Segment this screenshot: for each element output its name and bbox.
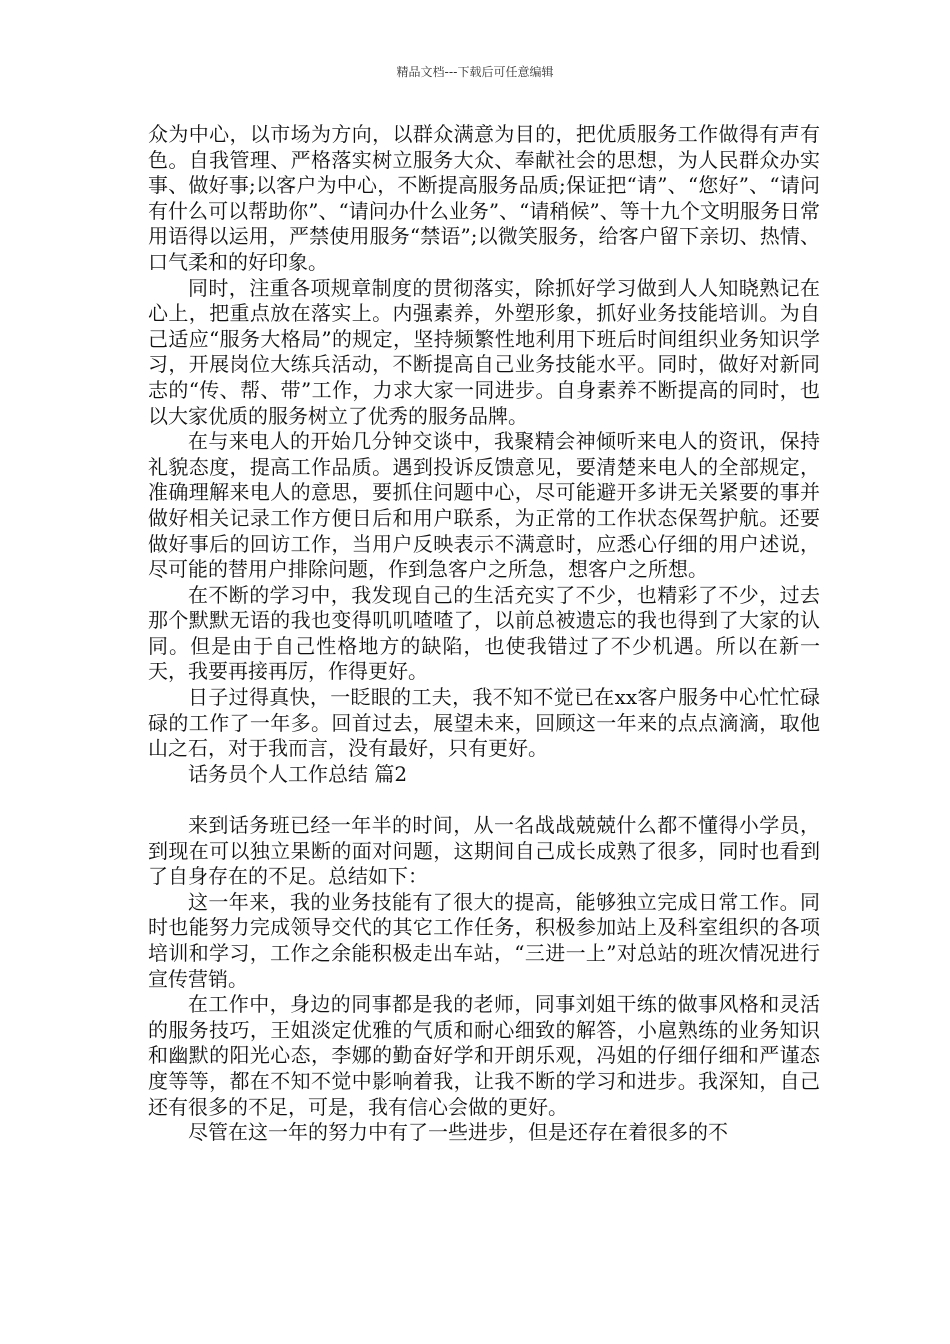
paragraph-7: 这一年来，我的业务技能有了很大的提高，能够独立完成日常工作。同时也能努力完成领导交代的其它工作任务，积极参加站上及科室组织的各项培训和学习，工作之余能积极走出车站，“三进一上”对总站的班次情况进行宣传营销。 (148, 889, 820, 991)
paragraph-2: 同时，注重各项规章制度的贯彻落实，除抓好学习做到人人知晓熟记在心上，把重点放在落实上。内强素养，外塑形象，抓好业务技能培训。为自己适应“服务大格局”的规定，坚持频繁性地利用下班后时间组织业务知识学习，开展岗位大练兵活动，不断提高自己业务技能水平。同时，做好对新同志的“传、帮、带”工作，力求大家一同进步。自身素养不断提高的同时，也以大家优质的服务树立了优秀的服务品牌。 (148, 275, 820, 428)
paragraph-3: 在与来电人的开始几分钟交谈中，我聚精会神倾听来电人的资讯，保持礼貌态度，提高工作品质。遇到投诉反馈意见，要清楚来电人的全部规定，准确理解来电人的意思，要抓住问题中心，尽可能避开多讲无关紧要的事并做好相关记录工作方便日后和用户联系，为正常的工作状态保驾护航。还要做好事后的回访工作，当用户反映表示不满意时，应悉心仔细的用户述说，尽可能的替用户排除问题，作到急客户之所急，想客户之所想。 (148, 429, 820, 582)
blank-line (148, 787, 820, 813)
paragraph-6: 来到话务班已经一年半的时间，从一名战战兢兢什么都不懂得小学员，到现在可以独立果断的面对问题，这期间自己成长成熟了很多，同时也看到了自身存在的不足。总结如下： (148, 813, 820, 889)
paragraph-5: 日子过得真快，一眨眼的工夫，我不知不觉已在xx客户服务中心忙忙碌碌的工作了一年多。回首过去，展望未来，回顾这一年来的点点滴滴，取他山之石，对于我而言，没有最好，只有更好。 (148, 685, 820, 761)
page-header: 精品文档---下载后可任意编辑 (396, 65, 554, 79)
paragraph-9: 尽管在这一年的努力中有了一些进步，但是还存在着很多的不 (188, 1120, 728, 1145)
paragraph-4: 在不断的学习中，我发现自己的生活充实了不少，也精彩了不少，过去那个默默无语的我也变得叽叽喳喳了，以前总被遗忘的我也得到了大家的认同。但是由于自己性格地方的缺陷，也使我错过了不少机遇。所以在新一天，我要再接再厉，作得更好。 (148, 582, 820, 684)
section-title: 话务员个人工作总结 篇2 (188, 761, 408, 786)
document-body (148, 122, 820, 1146)
paragraph-1: 众为中心，以市场为方向，以群众满意为目的，把优质服务工作做得有声有色。自我管理、严格落实树立服务大众、奉献社会的思想，为人民群众办实事、做好事;以客户为中心，不断提高服务品质;保证把“请”、“您好”、“请问有什么可以帮助你”、“请问办什么业务”、“请稍候”、等十九个文明服务日常用语得以运用，严禁使用服务“禁语”;以微笑服务，给客户留下亲切、热情、口气柔和的好印象。 (148, 122, 820, 274)
paragraph-8: 在工作中，身边的同事都是我的老师，同事刘姐干练的做事风格和灵活的服务技巧，王姐淡定优雅的气质和耐心细致的解答，小扈熟练的业务知识和幽默的阳光心态，李娜的勤奋好学和开朗乐观，冯姐的仔细仔细和严谨态度等等，都在不知不觉中影响着我，让我不断的学习和进步。我深知，自己还有很多的不足，可是，我有信心会做的更好。 (148, 992, 820, 1119)
